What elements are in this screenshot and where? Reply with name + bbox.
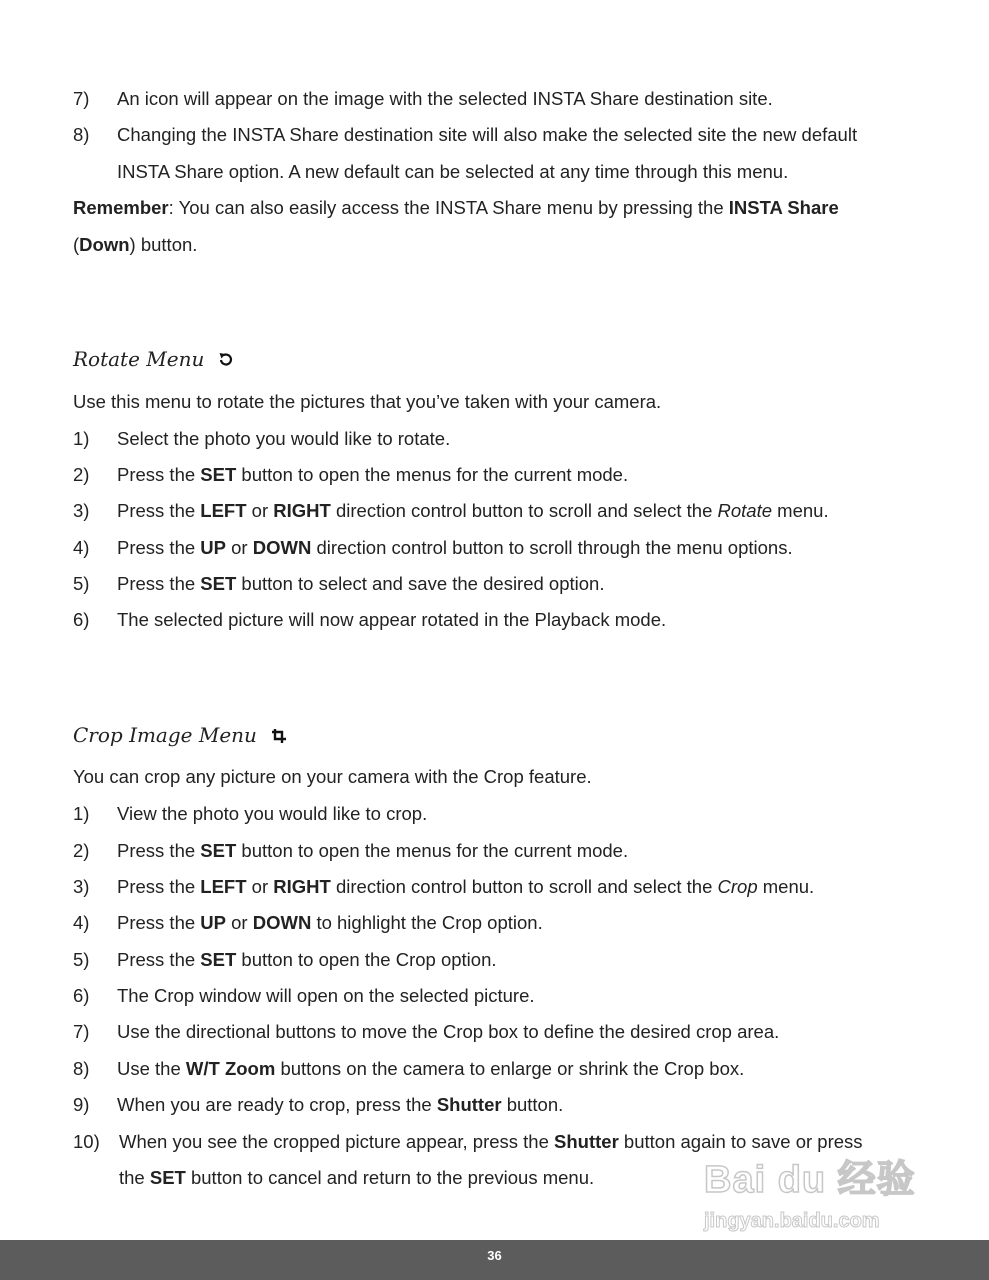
list-item — [73, 90, 773, 109]
list-item: 6) The selected picture will now appear rotated in the Playback mode. — [73, 609, 667, 630]
remember-note: Remember: You can also easily access the INSTA Share menu by pressing the INSTA Share — [73, 197, 839, 218]
item-number: 7) — [73, 88, 90, 109]
list-item: 10) When you see the cropped picture appear, press the Shutter button again to save or press — [73, 1131, 863, 1152]
page-number: 36 — [487, 1248, 502, 1263]
list-item: 2) Press the SET button to open the menus for the current mode. — [73, 840, 629, 861]
list-item: 2) Press the SET button to open the menus for the current mode. — [73, 464, 629, 485]
item-continuation: the SET button to cancel and return to the previous menu. — [119, 1167, 595, 1188]
section-title: Rotate Menu — [73, 347, 205, 371]
list-item: 3) Press the LEFT or RIGHT direction control button to scroll and select the Rotate menu. — [73, 500, 829, 521]
crop-menu-heading — [73, 725, 287, 745]
section-title: Crop Image Menu — [73, 723, 257, 747]
baidu-watermark — [700, 1148, 940, 1240]
list-item: 1) View the photo you would like to crop. — [73, 803, 428, 824]
list-item: 4) Press the UP or DOWN direction control button to scroll through the menu options. — [73, 537, 793, 558]
remember-label: Remember — [73, 197, 169, 218]
list-item: 7) Use the directional buttons to move the Crop box to define the desired crop area. — [73, 1021, 780, 1042]
rotate-menu-heading — [73, 349, 234, 369]
section-intro: Use this menu to rotate the pictures that you’ve taken with your camera. — [73, 391, 662, 412]
list-item: 1) Select the photo you would like to rotate. — [73, 428, 451, 449]
list-item: 5) Press the SET button to open the Crop option. — [73, 949, 497, 970]
item-text: An icon will appear on the image with the selected INSTA Share destination site. — [117, 88, 773, 109]
list-item: 6) The Crop window will open on the selected picture. — [73, 985, 535, 1006]
list-item: 8) Use the W/T Zoom buttons on the camera to enlarge or shrink the Crop box. — [73, 1058, 745, 1079]
item-text: Changing the INSTA Share destination site will also make the selected site the new default — [117, 124, 858, 145]
list-item: 5) Press the SET button to select and save the desired option. — [73, 573, 605, 594]
list-item — [73, 126, 857, 145]
section-intro: You can crop any picture on your camera with the Crop feature. — [73, 766, 592, 787]
rotate-icon — [218, 352, 234, 368]
crop-icon — [271, 728, 287, 744]
watermark-logo-text: Bai du 经验 — [704, 1159, 916, 1201]
list-item: 9) When you are ready to crop, press the Shutter button. — [73, 1094, 564, 1115]
remember-note-continued: (Down) button. — [73, 234, 198, 255]
item-continuation: INSTA Share option. A new default can be selected at any time through this menu. — [117, 161, 789, 182]
page-footer — [0, 1240, 989, 1280]
list-item: 4) Press the UP or DOWN to highlight the Crop option. — [73, 912, 543, 933]
list-item: 3) Press the LEFT or RIGHT direction control button to scroll and select the Crop menu. — [73, 876, 815, 897]
watermark-url: jingyan.baidu.com — [704, 1210, 880, 1232]
item-number: 8) — [73, 124, 90, 145]
